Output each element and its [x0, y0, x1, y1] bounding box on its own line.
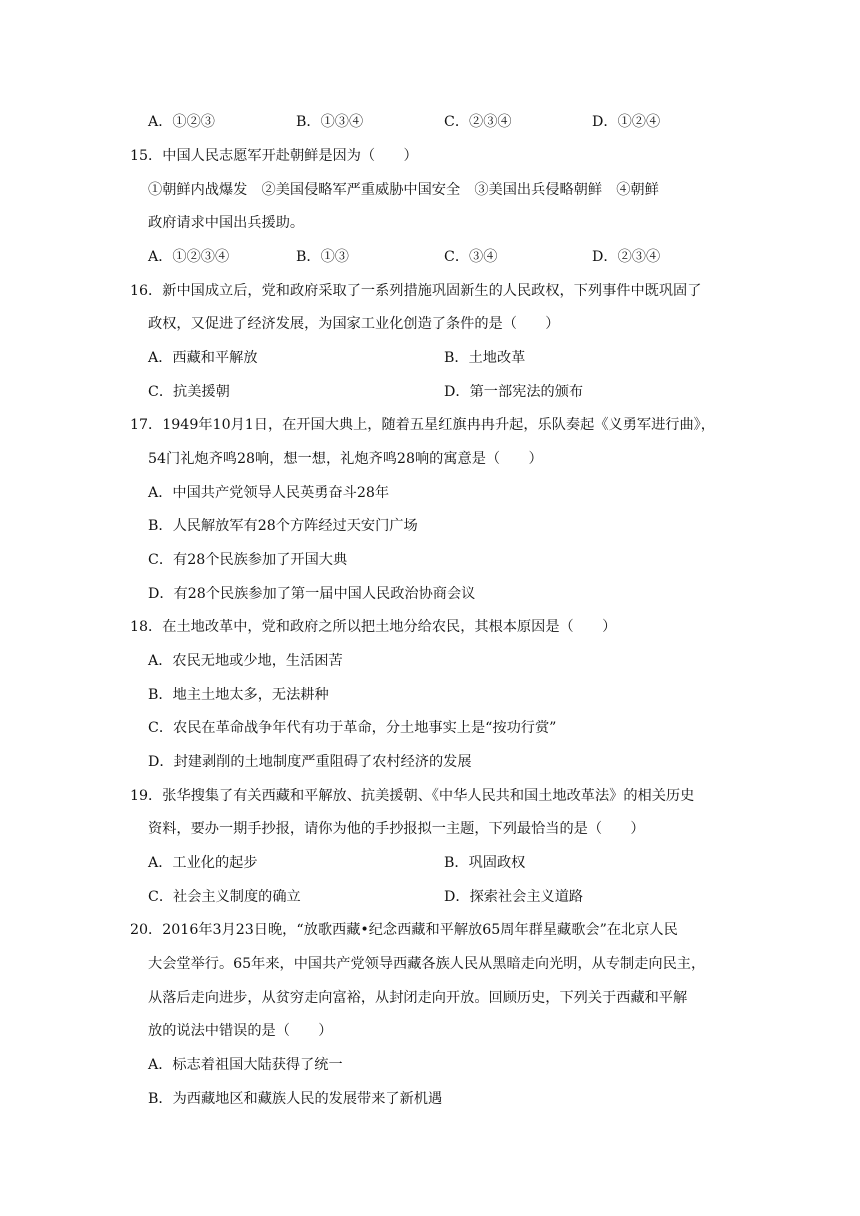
option-a: A．①②③④: [148, 249, 230, 265]
question-stem: 20．2016年3月23日晚，“放歌西藏•纪念西藏和平解放65周年群星藏歌会”在北京人民: [130, 922, 678, 938]
option-c: C．②③④: [444, 114, 512, 130]
option-d: D．封建剥削的土地制度严重阻碍了农村经济的发展: [148, 754, 472, 770]
question-stem: 18．在土地改革中，党和政府之所以把土地分给农民，其根本原因是（ ）: [130, 619, 617, 635]
option-b: B．为西藏地区和藏族人民的发展带来了新机遇: [148, 1091, 443, 1107]
option-b: B．①③: [296, 249, 349, 265]
question-number: 20．: [130, 922, 163, 938]
option-a: A．工业化的起步: [148, 855, 258, 871]
option-d: D．探索社会主义道路: [444, 889, 584, 905]
question-stem-line: 放的说法中错误的是（ ）: [148, 1023, 333, 1039]
option-b: B．地主土地太多，无法耕种: [148, 687, 329, 703]
question-stem-line: 54门礼炮齐鸣28响，想一想，礼炮齐鸣28响的寓意是（ ）: [148, 451, 543, 467]
option-c: C．有28个民族参加了开国大典: [148, 552, 348, 568]
option-b: B．①③④: [296, 114, 364, 130]
option-a: A．①②③: [148, 114, 215, 130]
question-stem: 17．1949年10月1日，在开国大典上，随着五星红旗冉冉升起，乐队奏起《义勇军进行曲》，: [130, 417, 715, 433]
question-number: 15．: [130, 148, 163, 164]
option-d: D．①②④: [592, 114, 661, 130]
option-c: C．社会主义制度的确立: [148, 889, 301, 905]
option-b: B．人民解放军有28个方阵经过天安门广场: [148, 518, 418, 534]
option-a: A．中国共产党领导人民英勇奋斗28年: [148, 485, 390, 501]
option-a: A．西藏和平解放: [148, 350, 258, 366]
option-c: C．抗美援朝: [148, 384, 230, 400]
option-a: A．标志着祖国大陆获得了统一: [148, 1057, 343, 1073]
question-stem-line: 政府请求中国出兵援助。: [148, 215, 305, 231]
question-number: 16．: [130, 283, 163, 299]
option-c: C．③④: [444, 249, 498, 265]
option-d: D．有28个民族参加了第一届中国人民政治协商会议: [148, 586, 476, 602]
option-a: A．农民无地或少地，生活困苦: [148, 653, 343, 669]
option-b: B．巩固政权: [444, 855, 526, 871]
question-stem: 19．张华搜集了有关西藏和平解放、抗美援朝、《中华人民共和国土地改革法》的相关历史: [130, 788, 695, 804]
question-stem-line: 从落后走向进步，从贫穷走向富裕，从封闭走向开放。回顾历史，下列关于西藏和平解: [148, 990, 688, 1006]
question-stem-line: 大会堂举行。65年来，中国共产党领导西藏各族人民从黑暗走向光明，从专制走向民主，: [148, 956, 706, 972]
question-number: 19．: [130, 788, 163, 804]
question-stem: 16．新中国成立后，党和政府采取了一系列措施巩固新生的人民政权，下列事件中既巩固了: [130, 283, 702, 299]
question-stem-line: 资料，要办一期手抄报，请你为他的手抄报拟一主题，下列最恰当的是（ ）: [148, 821, 645, 837]
question-stem: 15．中国人民志愿军开赴朝鲜是因为（ ）: [130, 148, 418, 164]
option-d: D．第一部宪法的颁布: [444, 384, 584, 400]
question-stem-line: ①朝鲜内战爆发 ②美国侵略军严重威胁中国安全 ③美国出兵侵略朝鲜 ④朝鲜: [148, 182, 659, 198]
question-stem-line: 政权，又促进了经济发展，为国家工业化创造了条件的是（ ）: [148, 316, 560, 332]
question-number: 17．: [130, 417, 163, 433]
option-d: D．②③④: [592, 249, 661, 265]
question-number: 18．: [130, 619, 163, 635]
option-b: B．土地改革: [444, 350, 526, 366]
option-c: C．农民在革命战争年代有功于革命，分土地事实上是“按功行赏”: [148, 720, 557, 736]
